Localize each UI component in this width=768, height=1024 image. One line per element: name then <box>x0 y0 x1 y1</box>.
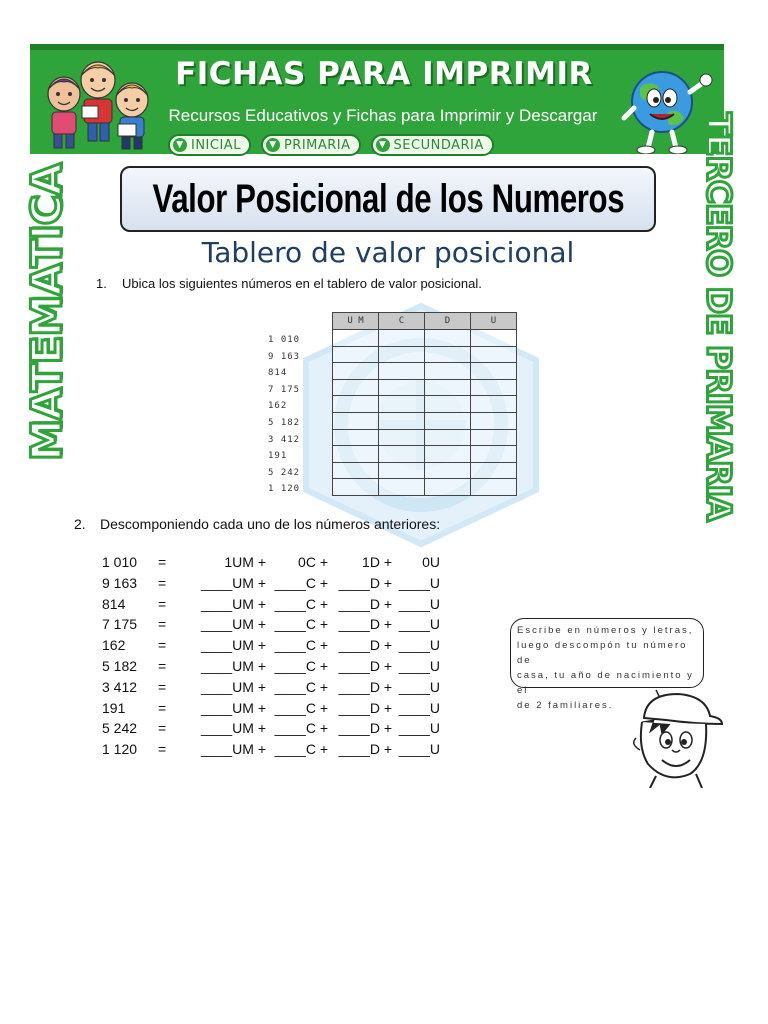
decomp-c[interactable]: ____C + <box>274 658 328 674</box>
board-row <box>333 446 517 463</box>
decomp-equals: = <box>158 616 167 633</box>
level-button-inicial[interactable] <box>168 134 251 156</box>
level-links <box>168 134 608 156</box>
board-cell[interactable] <box>379 363 425 380</box>
worksheet-subtitle: Tablero de valor posicional <box>201 236 575 269</box>
board-number: 162 <box>268 401 288 412</box>
decomp-um[interactable]: ____UM + <box>201 658 266 674</box>
decomp-d[interactable]: ____D + <box>338 699 392 716</box>
decomposition-row <box>102 552 442 572</box>
decomp-c[interactable]: ____C + <box>274 574 328 591</box>
decomp-equals: = <box>158 678 167 695</box>
decomp-d[interactable]: ____D + <box>338 720 392 737</box>
decomp-number: 162 <box>102 637 126 654</box>
grade-vertical-label <box>696 111 742 521</box>
worksheet-title-box <box>120 166 656 232</box>
decomp-u[interactable]: ____U <box>398 595 440 612</box>
exercise-number: 1. <box>96 276 107 291</box>
board-header-row <box>333 313 517 330</box>
board-row <box>333 396 517 413</box>
decomp-um[interactable]: ____UM + <box>201 741 266 758</box>
board-cell[interactable] <box>333 330 379 347</box>
board-cell[interactable] <box>379 462 425 479</box>
board-cell[interactable] <box>379 346 425 363</box>
board-row <box>333 330 517 347</box>
board-row <box>333 379 517 396</box>
decomp-u[interactable]: ____U <box>398 637 440 654</box>
board-number: 191 <box>268 451 288 462</box>
decomp-equals: = <box>158 658 167 674</box>
board-cell[interactable] <box>333 429 379 446</box>
board-cell[interactable] <box>471 330 517 347</box>
decomposition-row <box>102 656 442 676</box>
board-cell[interactable] <box>425 363 471 380</box>
decomp-c[interactable]: ____C + <box>274 699 328 716</box>
board-number-labels <box>268 332 328 498</box>
board-cell[interactable] <box>425 479 471 496</box>
decomp-equals: = <box>158 595 167 612</box>
board-cell[interactable] <box>333 363 379 380</box>
board-cell[interactable] <box>425 429 471 446</box>
decomp-equals: = <box>158 741 167 758</box>
decomp-um[interactable]: ____UM + <box>201 574 266 591</box>
decomp-number: 5 182 <box>102 658 138 674</box>
decomp-u[interactable]: ____U <box>398 699 440 716</box>
worksheet-title: Valor Posicional de los Numeros <box>152 176 624 221</box>
decomp-d[interactable]: ____D + <box>338 616 392 633</box>
bubble-line: casa, tu año de nacimiento y el <box>517 670 694 696</box>
level-label: INICIAL <box>191 137 241 153</box>
board-row <box>333 346 517 363</box>
decomp-d[interactable]: ____D + <box>338 595 392 612</box>
board-number: 1 120 <box>268 484 301 495</box>
decomp-equals: = <box>158 554 167 570</box>
banner-subtitle: Recursos Educativos y Fichas para Imprimir y Descargar <box>168 106 598 125</box>
board-number: 5 182 <box>268 417 301 428</box>
decomp-equals: = <box>158 720 167 737</box>
board-cell[interactable] <box>379 379 425 396</box>
board-cell[interactable] <box>379 396 425 413</box>
board-cell[interactable] <box>379 330 425 347</box>
board-row <box>333 479 517 496</box>
bubble-line: de 2 familiares. <box>517 700 614 711</box>
decomp-d[interactable]: ____D + <box>338 574 392 591</box>
board-cell[interactable] <box>425 379 471 396</box>
decomposition-row <box>102 573 442 593</box>
board-cell[interactable] <box>425 412 471 429</box>
decomp-equals: = <box>158 637 167 654</box>
decomp-c[interactable]: ____C + <box>274 616 328 633</box>
board-cell[interactable] <box>425 330 471 347</box>
decomp-c[interactable]: ____C + <box>274 678 328 695</box>
board-cell[interactable] <box>471 446 517 463</box>
header-banner <box>30 44 724 154</box>
decomp-u[interactable]: 0U <box>422 554 440 570</box>
decomp-equals: = <box>158 574 167 591</box>
board-cell[interactable] <box>471 346 517 363</box>
speech-bubble <box>510 618 704 711</box>
board-header-u: U <box>471 313 517 330</box>
decomp-number: 7 175 <box>102 616 138 633</box>
board-cell[interactable] <box>425 462 471 479</box>
board-header-c: C <box>379 313 425 330</box>
decomp-u[interactable]: ____U <box>398 720 440 737</box>
decomp-d[interactable]: ____D + <box>338 658 392 674</box>
decomp-number: 1 010 <box>102 554 138 570</box>
decomposition-row <box>102 614 442 634</box>
decomp-u[interactable]: ____U <box>398 574 440 591</box>
decomp-number: 814 <box>102 595 126 612</box>
decomp-number: 3 412 <box>102 678 138 695</box>
arrow-down-icon: ▼ <box>376 138 390 152</box>
decomp-number: 5 242 <box>102 720 138 737</box>
decomp-um[interactable]: 1UM + <box>224 554 266 570</box>
decomposition-row <box>102 739 442 759</box>
decomp-c[interactable]: ____C + <box>274 720 328 737</box>
decomp-d[interactable]: 1D + <box>362 554 392 570</box>
bubble-line: luego descompón tu número de <box>517 640 688 666</box>
place-value-board <box>332 312 517 496</box>
decomp-um[interactable]: ____UM + <box>201 699 266 716</box>
decomp-u[interactable]: ____U <box>398 678 440 695</box>
subject-text: MATEMATICA <box>22 163 72 462</box>
board-cell[interactable] <box>333 479 379 496</box>
board-cell[interactable] <box>425 446 471 463</box>
board-number: 814 <box>268 368 288 379</box>
grade-text: TERCERO DE PRIMARIA <box>699 111 739 521</box>
board-cell[interactable] <box>379 446 425 463</box>
exercise-text: Ubica los siguientes números en el tablero de valor posicional. <box>122 276 482 291</box>
decomp-um[interactable]: ____UM + <box>201 678 266 695</box>
board-cell[interactable] <box>471 379 517 396</box>
board-cell[interactable] <box>379 429 425 446</box>
decomposition-row <box>102 718 442 738</box>
board-cell[interactable] <box>333 379 379 396</box>
board-cell[interactable] <box>333 346 379 363</box>
level-label: SECUNDARIA <box>393 137 484 153</box>
board-cell[interactable] <box>333 412 379 429</box>
board-cell[interactable] <box>333 396 379 413</box>
exercise-2-instruction <box>74 516 440 532</box>
arrow-down-icon: ▼ <box>266 138 280 152</box>
board-cell[interactable] <box>471 429 517 446</box>
decomp-number: 191 <box>102 699 126 716</box>
subject-vertical-label <box>22 160 72 465</box>
decomposition-row <box>102 698 442 718</box>
arrow-down-icon: ▼ <box>173 138 187 152</box>
decomp-c[interactable]: ____C + <box>274 595 328 612</box>
decomp-u[interactable]: ____U <box>398 741 440 758</box>
board-cell[interactable] <box>471 396 517 413</box>
exercise-1-instruction <box>96 276 482 291</box>
level-button-primaria[interactable] <box>261 134 361 156</box>
decomposition-row <box>102 635 442 655</box>
board-number: 5 242 <box>268 467 301 478</box>
decomp-number: 9 163 <box>102 574 138 591</box>
board-header-d: D <box>425 313 471 330</box>
board-row <box>333 412 517 429</box>
board-number: 9 163 <box>268 351 301 362</box>
board-header-um: U M <box>333 313 379 330</box>
boy-cartoon-icon <box>626 688 726 788</box>
decomp-equals: = <box>158 699 167 716</box>
board-cell[interactable] <box>333 446 379 463</box>
decomp-d[interactable]: ____D + <box>338 741 392 758</box>
decomp-c[interactable]: 0C + <box>298 554 328 570</box>
decomp-c[interactable]: ____C + <box>274 637 328 654</box>
decomp-c[interactable]: ____C + <box>274 741 328 758</box>
exercise-number: 2. <box>74 516 86 532</box>
decomposition-row <box>102 594 442 614</box>
board-row <box>333 462 517 479</box>
decomp-u[interactable]: ____U <box>398 616 440 633</box>
board-cell[interactable] <box>471 363 517 380</box>
board-row <box>333 363 517 380</box>
board-row <box>333 429 517 446</box>
decomposition-row <box>102 677 442 697</box>
decomp-um[interactable]: ____UM + <box>201 720 266 737</box>
decomp-um[interactable]: ____UM + <box>201 637 266 654</box>
board-number: 7 175 <box>268 384 301 395</box>
banner-title: FICHAS PARA IMPRIMIR <box>175 56 593 92</box>
board-number: 1 010 <box>268 335 301 345</box>
bubble-line: Escribe en números y letras, <box>517 625 694 636</box>
board-cell[interactable] <box>471 412 517 429</box>
decomp-number: 1 120 <box>102 741 138 758</box>
level-button-secundaria[interactable] <box>371 134 494 156</box>
board-cell[interactable] <box>425 346 471 363</box>
decomp-um[interactable]: ____UM + <box>201 616 266 633</box>
exercise-text: Descomponiendo cada uno de los números anteriores: <box>100 516 441 532</box>
board-cell[interactable] <box>379 479 425 496</box>
board-cell[interactable] <box>471 479 517 496</box>
decomp-d[interactable]: ____D + <box>338 678 392 695</box>
board-cell[interactable] <box>379 412 425 429</box>
level-label: PRIMARIA <box>283 137 351 153</box>
decomp-d[interactable]: ____D + <box>338 637 392 654</box>
board-cell[interactable] <box>333 462 379 479</box>
decomp-u[interactable]: ____U <box>398 658 440 674</box>
board-cell[interactable] <box>425 396 471 413</box>
board-number: 3 412 <box>268 434 301 445</box>
board-cell[interactable] <box>471 462 517 479</box>
decomp-um[interactable]: ____UM + <box>201 595 266 612</box>
kids-illustration-icon <box>38 54 156 154</box>
